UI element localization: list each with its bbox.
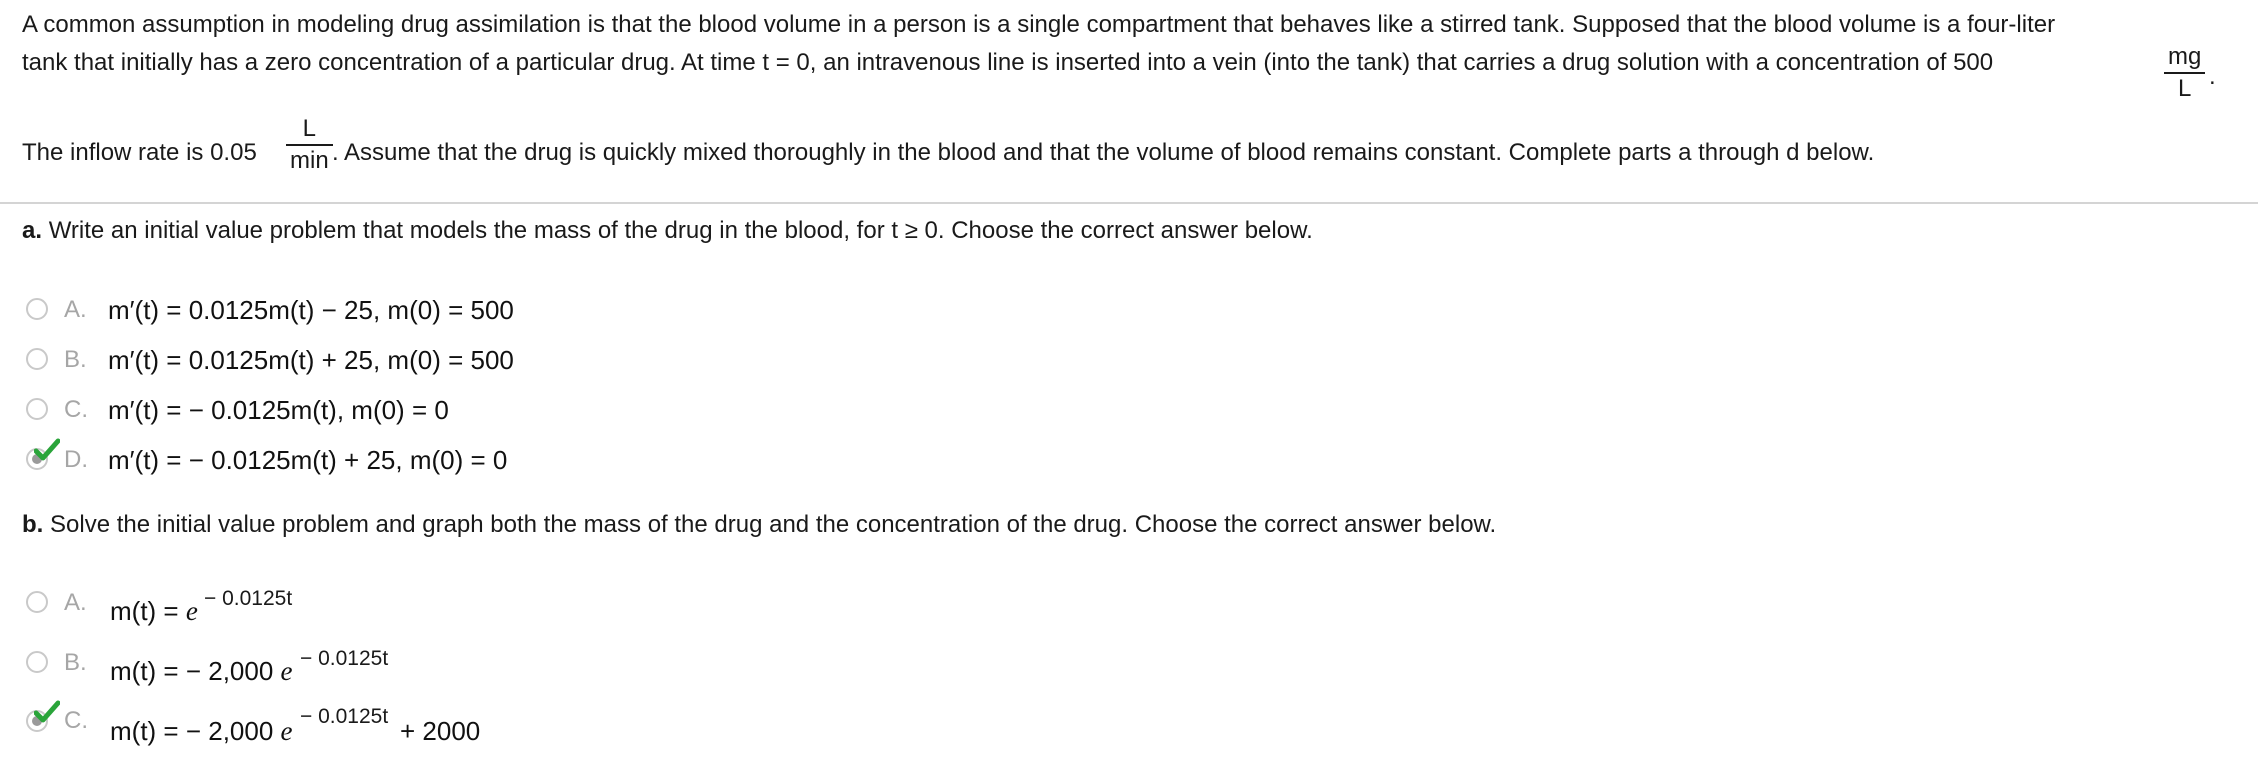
- intro-line-3-rest: . Assume that the drug is quickly mixed thoroughly in the blood and that the volume of blood remains constant. Complete parts a through d below.: [332, 139, 1875, 166]
- intro-line-2-text: tank that initially has a zero concentration of a particular drug. At time t = 0, an intravenous line is inserted into a vein (into the tank) that carries a drug solution with a concentration of 500: [22, 49, 1994, 76]
- part-b-label: b.: [22, 511, 44, 538]
- option-letter: C.: [64, 396, 88, 423]
- formula-prefix: m(t) =: [110, 596, 186, 626]
- part-b-prompt-text: Solve the initial value problem and graph both the mass of the drug and the concentration of the drug. Choose the correct answer below.: [50, 511, 1497, 538]
- part-a-label: a.: [22, 217, 43, 244]
- option-formula: [110, 716, 293, 746]
- formula-suffix: + 2000: [400, 716, 481, 746]
- radio-button[interactable]: [26, 398, 48, 420]
- option-text: m′(t) = − 0.0125m(t) + 25, m(0) = 0: [108, 445, 508, 475]
- option-letter: A.: [64, 589, 87, 616]
- part-a-prompt-text: Write an initial value problem that models the mass of the drug in the blood, for t ≥ 0. Choose the correct answer below.: [48, 217, 1313, 244]
- intro-line-2: [22, 48, 1993, 78]
- option-formula: [110, 656, 293, 686]
- option-text: m′(t) = 0.0125m(t) − 25, m(0) = 500: [108, 295, 514, 325]
- option-letter: A.: [64, 296, 87, 323]
- checkmark-icon: [34, 700, 60, 724]
- concentration-unit-fraction: [2164, 44, 2205, 102]
- formula-prefix: m(t) = − 2,000: [110, 656, 281, 686]
- part-b-prompt: [22, 510, 1496, 540]
- formula-exponent: − 0.0125t: [204, 587, 293, 610]
- concentration-unit-numerator: mg: [2164, 44, 2205, 74]
- option-letter: B.: [64, 346, 87, 373]
- option-formula: [110, 596, 198, 626]
- euler-e: e: [280, 656, 293, 686]
- intro-line-2-end: .: [2209, 63, 2216, 90]
- euler-e: e: [185, 596, 198, 626]
- intro-line-1: A common assumption in modeling drug assimilation is that the blood volume in a person is a single compartment that behaves like a stirred tank. Supposed that the blood volume is a four-liter: [22, 11, 2056, 38]
- radio-button[interactable]: [26, 651, 48, 673]
- inflow-rate-unit-denominator: min: [290, 147, 329, 174]
- option-letter: B.: [64, 649, 87, 676]
- formula-exponent: − 0.0125t: [300, 705, 389, 728]
- option-text: m′(t) = 0.0125m(t) + 25, m(0) = 500: [108, 345, 514, 375]
- concentration-unit-denominator: L: [2177, 75, 2192, 102]
- inflow-rate-unit-fraction: [286, 116, 333, 174]
- option-letter: C.: [64, 707, 88, 734]
- radio-button[interactable]: [26, 591, 48, 613]
- euler-e: e: [280, 716, 293, 746]
- option-letter: D.: [64, 446, 88, 473]
- formula-prefix: m(t) = − 2,000: [110, 716, 281, 746]
- section-divider: [0, 202, 2258, 204]
- part-a-prompt: [22, 216, 1313, 246]
- formula-exponent: − 0.0125t: [300, 647, 389, 670]
- option-text: m′(t) = − 0.0125m(t), m(0) = 0: [108, 395, 449, 425]
- intro-line-3-start: The inflow rate is 0.05: [22, 139, 257, 166]
- radio-button[interactable]: [26, 348, 48, 370]
- radio-button[interactable]: [26, 298, 48, 320]
- checkmark-icon: [34, 438, 60, 462]
- inflow-rate-unit-numerator: L: [286, 116, 333, 146]
